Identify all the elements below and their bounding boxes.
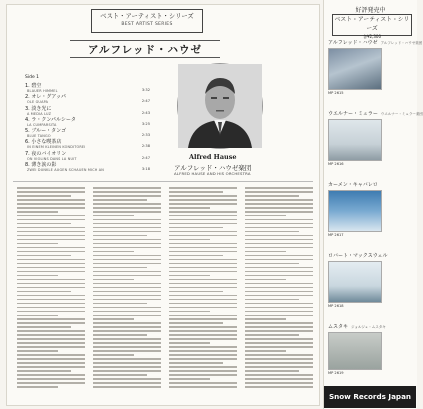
track-title-jp: 7. 夜のバイオリン <box>25 150 67 157</box>
catalog-artist-sub: ジョルジュ・ムスタキ <box>351 325 386 329</box>
track-time: 2:47 <box>141 155 150 160</box>
track-item <box>25 139 150 150</box>
catalog-entry <box>328 111 423 167</box>
track-time: 2:47 <box>141 99 150 104</box>
track-time: 2:33 <box>141 133 150 138</box>
liner-notes-text <box>17 187 313 399</box>
track-time: 3:32 <box>141 88 150 92</box>
track-item <box>25 162 150 173</box>
catalog-artist: アルフレッド・ハウゼ <box>328 40 378 46</box>
track-item <box>25 106 150 117</box>
track-title-jp: 1. 碧空 <box>25 83 42 89</box>
catalog-artist-sub: ウエルナー・ミュラー楽団 <box>380 112 423 116</box>
tracklist <box>25 83 150 173</box>
catalog-artist: ロバート・マックスウェル <box>328 253 388 259</box>
track-title-jp: 3. 淡き光に <box>25 105 52 112</box>
track-title-en: BLUE TANGO <box>27 134 51 139</box>
series-box <box>91 9 203 33</box>
catalog-series-box <box>332 14 412 39</box>
notes-column <box>169 187 237 399</box>
track-item <box>25 94 150 105</box>
track-item <box>25 151 150 162</box>
catalog-number: MP 2617 <box>328 233 344 237</box>
track-title-en: A MEDIA LUZ <box>27 111 52 116</box>
artist-orchestra: ALFRED HAUSE AND HIS ORCHESTRA <box>174 171 251 176</box>
notes-column <box>93 187 161 399</box>
series-title-en: BEST ARTIST SERIES <box>121 22 173 27</box>
track-time: 3:25 <box>141 121 150 126</box>
album-thumbnail <box>328 261 382 303</box>
track-title-en: ZWEI DUNKLE AUGEN SCHAUEN MICH AN <box>27 168 105 173</box>
album-thumbnail <box>328 332 382 370</box>
catalog-series-price: 各¥2,300 <box>363 34 381 39</box>
track-item <box>25 83 150 94</box>
track-title-en: IN EINEM KLEINEN KONDITOREI <box>27 145 86 150</box>
track-title-jp: 5. ブルー・タンゴ <box>25 128 67 135</box>
track-title-jp: 6. 小さな喫茶店 <box>25 139 62 146</box>
catalog-number: MP 2619 <box>328 371 344 375</box>
catalog-entry <box>328 40 423 96</box>
catalog-artist: ムスタキ <box>328 324 349 330</box>
catalog-artist: カーメン・キャバレロ <box>328 182 378 188</box>
album-thumbnail <box>328 48 382 90</box>
main-panel <box>6 4 320 406</box>
track-title-jp: 2. オレ・グアッパ <box>25 94 67 101</box>
album-title-bar <box>70 40 220 58</box>
catalog-number: MP 2618 <box>328 304 344 308</box>
catalog-number: MP 2616 <box>328 162 344 166</box>
track-time: 3:18 <box>141 167 150 172</box>
catalog-entry <box>328 182 414 238</box>
track-time: 2:38 <box>141 144 150 149</box>
track-title-jp: 8. 薄き涙の影 <box>25 162 57 169</box>
catalog-entry <box>328 324 414 376</box>
catalog-artist-sub: アルフレッド・ハウゼ楽団 <box>380 41 423 45</box>
track-item <box>25 128 150 139</box>
album-thumbnail <box>328 190 382 232</box>
artist-name-jp: アルフレッド・ハウゼ楽団 <box>174 164 252 172</box>
notes-column <box>245 187 313 399</box>
notes-column <box>17 187 85 399</box>
side-label: Side 1 <box>25 75 40 80</box>
series-title-jp: ベスト・アーティスト・シリーズ <box>100 13 194 20</box>
track-title-en: OLE GUAPA <box>27 100 49 105</box>
album-thumbnail <box>328 119 382 161</box>
artist-portrait <box>177 63 263 149</box>
catalog-entry <box>328 253 414 309</box>
track-title-en: ON VIOLINS DANS LA NUIT <box>27 156 77 161</box>
catalog-sidebar <box>323 0 423 409</box>
divider <box>13 181 313 182</box>
catalog-header: 好評発売中 <box>355 7 386 14</box>
album-title: アルフレッド・ハウゼ <box>87 44 203 56</box>
track-title-en: BLAUER HIMMEL <box>27 89 58 93</box>
artist-name-en: Alfred Hause <box>189 153 237 161</box>
watermark-label: Snow Records Japan <box>324 386 416 408</box>
track-title-en: LA CUMPARSITA <box>27 122 57 127</box>
catalog-artist: ウエルナー・ミュラー <box>328 111 378 117</box>
catalog-series-title: ベスト・アーティスト・シリーズ <box>334 17 410 32</box>
track-title-jp: 4. ラ・クンパルシータ <box>25 116 76 123</box>
track-time: 2:43 <box>141 110 150 115</box>
track-item <box>25 117 150 128</box>
catalog-number: MP 2615 <box>328 91 344 95</box>
